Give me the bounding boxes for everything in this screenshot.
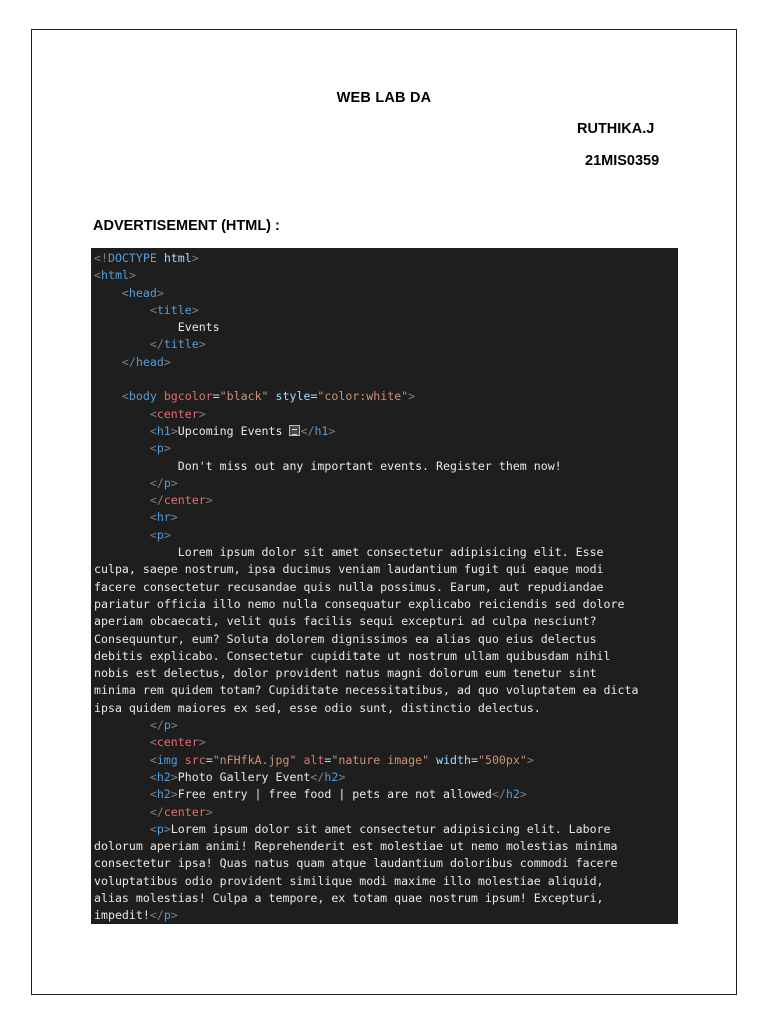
- code-token: <: [149, 510, 157, 525]
- code-token: >: [170, 718, 178, 733]
- code-token: >: [170, 510, 178, 525]
- code-line: [94, 492, 675, 509]
- code-line: [94, 371, 675, 388]
- code-line: [94, 700, 675, 717]
- code-line: [94, 527, 675, 544]
- code-token: head: [135, 354, 164, 369]
- code-token: [94, 718, 150, 732]
- code-token: "black": [219, 389, 269, 404]
- code-token: [94, 441, 150, 455]
- code-line: [94, 458, 675, 475]
- code-token: h2: [156, 787, 171, 802]
- code-token: </: [310, 769, 325, 784]
- code-token: html: [100, 268, 129, 283]
- code-token: alias molestias! Culpa a tempore, ex totam quae nostrum ipsum! Excepturi,: [94, 890, 604, 905]
- code-line: [94, 769, 675, 786]
- code-token: Free entry | free food | pets are not allowed: [177, 787, 492, 802]
- section-heading: ADVERTISEMENT (HTML) :: [93, 218, 280, 234]
- code-token: >: [170, 423, 178, 438]
- code-token: >: [163, 354, 171, 369]
- code-token: head: [128, 285, 157, 300]
- code-line: [94, 873, 675, 890]
- code-token: "color:white": [317, 389, 409, 404]
- code-line: [94, 544, 675, 561]
- code-token: </: [300, 423, 315, 438]
- code-token: </: [149, 908, 164, 923]
- code-token: title: [156, 302, 192, 317]
- code-line: [94, 336, 675, 353]
- code-token: minima rem quidem totam? Cupiditate necessitatibus, ad quo voluptatem ea dicta: [94, 683, 639, 698]
- code-token: [94, 286, 122, 300]
- code-token: </: [491, 787, 506, 802]
- code-token: >: [170, 787, 178, 802]
- code-token: [94, 822, 150, 836]
- code-token: dolorum aperiam animi! Reprehenderit est molestiae ut nemo molestias minima: [94, 839, 618, 854]
- code-token: h1: [314, 423, 329, 438]
- calendar-icon: [289, 425, 300, 436]
- code-token: <: [149, 752, 157, 767]
- code-token: <: [149, 406, 157, 421]
- code-token: <: [149, 769, 157, 784]
- code-token: [94, 528, 150, 542]
- code-token: <: [149, 787, 157, 802]
- code-token: </: [121, 354, 136, 369]
- code-token: impedit!: [94, 908, 150, 923]
- code-token: Events: [94, 320, 220, 335]
- code-line: [94, 648, 675, 665]
- code-token: >: [328, 423, 336, 438]
- code-token: >: [205, 804, 213, 819]
- code-line: [94, 821, 675, 838]
- code-token: p: [156, 527, 164, 542]
- code-token: Consequuntur, eum? Soluta dolorem dignissimos ea alias quo eius delectus: [94, 631, 597, 646]
- code-token: =: [324, 752, 332, 767]
- code-token: =: [310, 389, 318, 404]
- code-token: >: [198, 406, 206, 421]
- code-token: [94, 805, 150, 819]
- code-token: >: [128, 268, 136, 283]
- code-token: >: [170, 475, 178, 490]
- code-line: [94, 665, 675, 682]
- code-token: [94, 337, 150, 351]
- code-line: [94, 561, 675, 578]
- code-line: [94, 267, 675, 284]
- code-line: [94, 440, 675, 457]
- author-id: 21MIS0359: [585, 153, 660, 169]
- code-token: h1: [156, 423, 171, 438]
- code-line: [94, 804, 675, 821]
- code-token: title: [163, 337, 199, 352]
- code-token: <: [149, 527, 157, 542]
- code-token: center: [163, 804, 206, 819]
- code-line: [94, 907, 675, 924]
- code-token: voluptatibus odio provident similique modi maxime illo molestiae aliquid,: [94, 873, 604, 888]
- code-token: [94, 303, 150, 317]
- code-token: >: [408, 389, 416, 404]
- code-token: "500px": [477, 752, 527, 767]
- code-line: [94, 596, 675, 613]
- code-line: [94, 613, 675, 630]
- code-token: p: [163, 475, 171, 490]
- code-token: [94, 735, 150, 749]
- code-token: >: [198, 337, 206, 352]
- code-token: center: [156, 406, 199, 421]
- code-token: width: [436, 752, 471, 767]
- code-token: <: [94, 268, 101, 283]
- code-line: [94, 579, 675, 596]
- code-token: [94, 389, 122, 403]
- code-line: [94, 250, 675, 267]
- code-token: consectetur ipsa! Quas natus quam atque laudantium doloribus commodi facere: [94, 856, 618, 871]
- code-token: ipsa quidem maiores ex sed, esse odio sunt, distinctio delectus.: [94, 700, 541, 715]
- code-token: Upcoming Events: [177, 423, 290, 438]
- code-token: facere consectetur recusandae quis nulla possimus. Earum, aut repudiandae: [94, 579, 604, 594]
- code-token: h2: [156, 769, 171, 784]
- code-line: [94, 475, 675, 492]
- code-line: [94, 890, 675, 907]
- code-token: <: [149, 423, 157, 438]
- code-token: =: [212, 389, 220, 404]
- code-screenshot: [91, 248, 678, 924]
- code-token: </: [149, 718, 164, 733]
- code-token: </: [149, 493, 164, 508]
- code-token: >: [519, 787, 527, 802]
- code-token: debitis explicabo. Consectetur cupiditate ut nostrum ullam quibusdam nihil: [94, 648, 611, 663]
- code-token: html: [163, 251, 192, 265]
- code-line: [94, 423, 675, 440]
- code-line: [94, 786, 675, 803]
- code-token: Don't miss out any important events. Register them now!: [94, 458, 562, 473]
- code-line: [94, 631, 675, 648]
- code-token: center: [156, 735, 199, 750]
- code-token: img: [156, 752, 185, 767]
- code-token: pariatur officia illo nemo nulla consequatur explicabo reiciendis sed dolore: [94, 596, 625, 611]
- code-token: body: [128, 389, 164, 404]
- code-token: >: [526, 752, 534, 767]
- code-line: [94, 354, 675, 371]
- author-name: RUTHIKA.J: [577, 121, 655, 137]
- code-line: [94, 717, 675, 734]
- code-token: p: [163, 718, 171, 733]
- code-token: [94, 753, 150, 767]
- code-line: [94, 285, 675, 302]
- code-token: </: [149, 475, 164, 490]
- document-title: WEB LAB DA: [336, 90, 432, 106]
- code-token: </: [149, 804, 164, 819]
- code-token: <: [121, 389, 129, 404]
- code-token: <: [149, 302, 157, 317]
- code-token: aperiam obcaecati, velit quis facilis sequi excepturi ad culpa nesciunt?: [94, 614, 597, 629]
- code-line: [94, 838, 675, 855]
- code-token: style: [275, 389, 311, 404]
- code-token: h2: [505, 787, 520, 802]
- code-token: p: [163, 908, 171, 923]
- code-token: [94, 407, 150, 421]
- code-line: [94, 734, 675, 751]
- code-token: "nature image": [331, 752, 430, 767]
- code-token: [94, 493, 150, 507]
- code-token: [94, 770, 150, 784]
- code-token: alt: [303, 752, 325, 767]
- code-token: >: [191, 302, 199, 317]
- code-token: [94, 355, 122, 369]
- code-token: =: [471, 752, 478, 767]
- code-token: <: [149, 441, 157, 456]
- code-token: >: [205, 493, 213, 508]
- code-token: src: [184, 752, 206, 767]
- code-token: p: [156, 441, 164, 456]
- code-line: [94, 509, 675, 526]
- code-token: >: [170, 769, 178, 784]
- code-line: [94, 302, 675, 319]
- code-line: [94, 752, 675, 769]
- code-token: >: [163, 527, 171, 542]
- code-line: [94, 388, 675, 405]
- code-token: center: [163, 493, 206, 508]
- code-token: >: [163, 441, 171, 456]
- code-line: [94, 319, 675, 336]
- code-token: >: [191, 251, 199, 265]
- code-token: <: [121, 285, 129, 300]
- code-token: [94, 510, 150, 524]
- code-token: <!: [94, 251, 108, 265]
- code-token: [94, 476, 150, 490]
- code-token: [94, 424, 150, 438]
- code-token: [269, 389, 276, 403]
- code-token: culpa, saepe nostrum, ipsa ducimus veniam laudantium fugit qui eaque modi: [94, 562, 604, 577]
- code-token: nobis est delectus, dolor provident natus magni dolorum eum tenetur sint: [94, 666, 597, 681]
- code-token: bgcolor: [163, 389, 213, 404]
- code-token: </: [149, 337, 164, 352]
- code-token: [94, 787, 150, 801]
- code-token: >: [338, 769, 346, 784]
- code-token: Lorem ipsum dolor sit amet consectetur adipisicing elit. Labore: [170, 821, 611, 836]
- code-token: Lorem ipsum dolor sit amet consectetur adipisicing elit. Esse: [94, 545, 604, 560]
- code-token: >: [156, 285, 164, 300]
- code-token: Photo Gallery Event: [177, 769, 311, 784]
- code-token: >: [170, 908, 178, 923]
- code-token: DOCTYPE: [107, 251, 164, 265]
- code-token: p: [156, 821, 164, 836]
- code-token: h2: [324, 769, 339, 784]
- code-line: [94, 406, 675, 423]
- code-token: >: [163, 821, 171, 836]
- code-token: "nFHfkA.jpg": [212, 752, 297, 767]
- code-token: <: [149, 821, 157, 836]
- code-line: [94, 855, 675, 872]
- code-line: [94, 682, 675, 699]
- code-token: <: [149, 735, 157, 750]
- code-token: hr: [156, 510, 171, 525]
- code-token: >: [198, 735, 206, 750]
- code-token: =: [205, 752, 213, 767]
